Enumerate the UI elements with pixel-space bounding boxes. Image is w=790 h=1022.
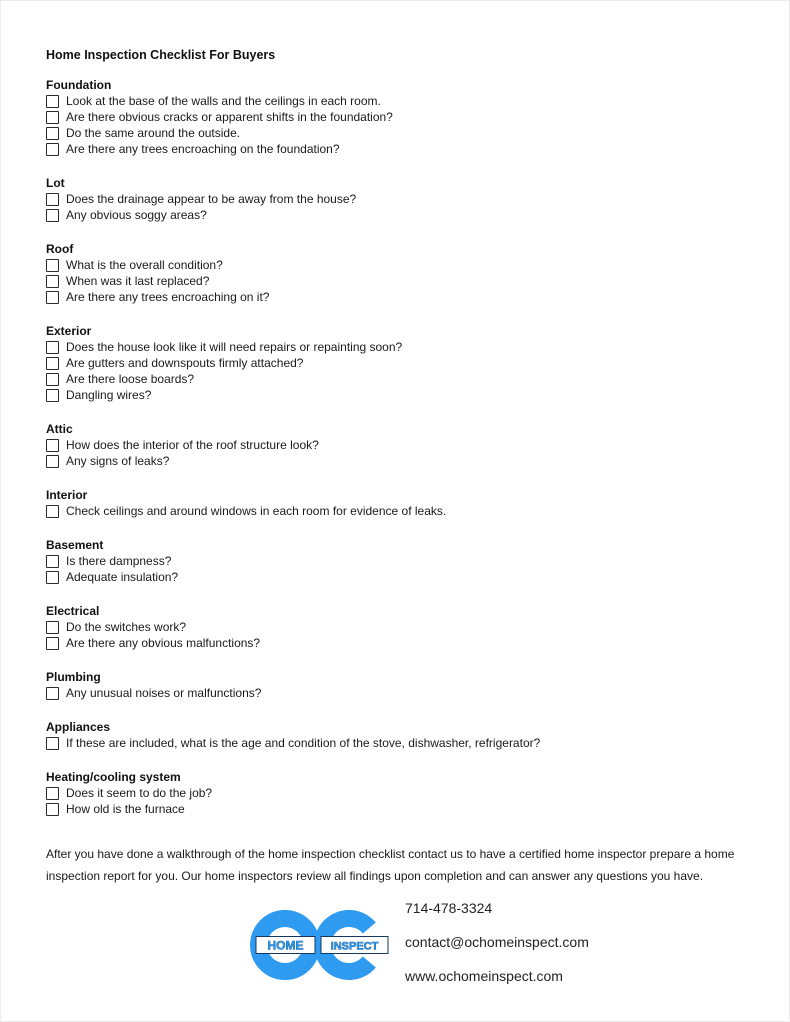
checklist-item-label: Adequate insulation? [66,570,179,584]
checklist-section [46,77,744,157]
checklist-item-label: Are there any trees encroaching on it? [66,290,270,304]
checklist-item-label: Do the switches work? [66,620,187,634]
checklist-section [46,421,744,469]
checkbox[interactable] [46,357,59,370]
checklist-item [46,273,744,289]
checklist-item-label: Is there dampness? [66,554,172,568]
checklist-item [46,109,744,125]
checkbox[interactable] [46,95,59,108]
checkbox[interactable] [46,143,59,156]
checklist-item-label: Are there any obvious malfunctions? [66,636,261,650]
company-logo [249,899,389,991]
checklist-item [46,257,744,273]
checklist-item-label: Any signs of leaks? [66,454,170,468]
checklist-item-label: Are gutters and downspouts firmly attached? [66,356,304,370]
checkbox[interactable] [46,291,59,304]
checklist-item [46,635,744,651]
checkbox[interactable] [46,737,59,750]
section-title: Foundation [46,78,112,92]
checklist-item [46,801,744,817]
checkbox[interactable] [46,259,59,272]
checklist-item-label: Are there obvious cracks or apparent shifts in the foundation? [66,110,393,124]
checklist-item-label: Dangling wires? [66,388,152,402]
footer [249,899,744,1003]
checklist-section [46,323,744,403]
section-title: Lot [46,176,65,190]
checklist-item [46,141,744,157]
checklist-item [46,191,744,207]
section-title: Attic [46,422,73,436]
checklist-item [46,93,744,109]
checkbox[interactable] [46,803,59,816]
section-title: Heating/cooling system [46,770,181,784]
checkbox[interactable] [46,193,59,206]
checkbox[interactable] [46,275,59,288]
checkbox[interactable] [46,127,59,140]
checklist-section [46,175,744,223]
checklist-item [46,569,744,585]
section-title: Electrical [46,604,100,618]
checklist-item-label: Any unusual noises or malfunctions? [66,686,262,700]
checklist-item [46,785,744,801]
checkbox[interactable] [46,455,59,468]
document-content [1,1,789,1003]
checkbox[interactable] [46,111,59,124]
checklist-section [46,769,744,817]
checkbox[interactable] [46,637,59,650]
checklist-item [46,735,744,751]
checklist-item-label: Do the same around the outside. [66,126,241,140]
section-title: Plumbing [46,670,101,684]
checklist-item-label: What is the overall condition? [66,258,223,272]
section-title: Interior [46,488,88,502]
checklist-item-label: Check ceilings and around windows in each room for evidence of leaks. [66,504,447,518]
checklist-item [46,371,744,387]
checklist-item-label: If these are included, what is the age and condition of the stove, dishwasher, refrigerator? [66,736,541,750]
checkbox[interactable] [46,555,59,568]
checklist-item-label: Are there any trees encroaching on the foundation? [66,142,340,156]
checklist-item [46,387,744,403]
document-title: Home Inspection Checklist For Buyers [46,48,276,62]
logo-home-label: HOME [267,938,304,953]
checklist-item-label: Does it seem to do the job? [66,786,213,800]
checkbox[interactable] [46,571,59,584]
section-title: Roof [46,242,74,256]
website-url: www.ochomeinspect.com [405,968,563,984]
checklist-item-label: Any obvious soggy areas? [66,208,207,222]
checklist-section [46,241,744,305]
section-title: Basement [46,538,104,552]
checkbox[interactable] [46,373,59,386]
checklist-item [46,453,744,469]
checklist-item [46,437,744,453]
checklist-section [46,537,744,585]
checklist-section [46,669,744,701]
section-title: Exterior [46,324,92,338]
checkbox[interactable] [46,505,59,518]
checkbox[interactable] [46,621,59,634]
phone-number: 714-478-3324 [405,900,493,916]
checkbox[interactable] [46,341,59,354]
checkbox[interactable] [46,209,59,222]
checkbox[interactable] [46,787,59,800]
checklist-item [46,289,744,305]
section-title: Appliances [46,720,111,734]
checklist-item [46,339,744,355]
checklist-section [46,487,744,519]
checklist-item-label: When was it last replaced? [66,274,210,288]
closing-paragraph: After you have done a walkthrough of the home inspection checklist contact us to have a certified home inspector prepare a home inspection report for you. Our home inspectors review all findings upon completion and can answer any questions you have. [46,847,735,883]
checklist-item-label: Does the drainage appear to be away from the house? [66,192,357,206]
checklist-section [46,603,744,651]
logo-inspect-label: INSPECT [330,940,379,953]
checklist-item-label: Look at the base of the walls and the ceilings in each room. [66,94,381,108]
checklist-section [46,719,744,751]
checklist-item [46,503,744,519]
checklist-item-label: How old is the furnace [66,802,185,816]
checklist-item [46,685,744,701]
contact-info [405,899,589,1003]
checklist-item [46,553,744,569]
email-address: contact@ochomeinspect.com [405,934,589,950]
checkbox[interactable] [46,389,59,402]
checkbox[interactable] [46,439,59,452]
checklist-item [46,619,744,635]
checkbox[interactable] [46,687,59,700]
checklist-item-label: How does the interior of the roof structure look? [66,438,319,452]
checklist-item-label: Does the house look like it will need repairs or repainting soon? [66,340,403,354]
checklist-item [46,355,744,371]
checklist [46,77,744,817]
checklist-item [46,207,744,223]
checklist-item [46,125,744,141]
checklist-item-label: Are there loose boards? [66,372,195,386]
